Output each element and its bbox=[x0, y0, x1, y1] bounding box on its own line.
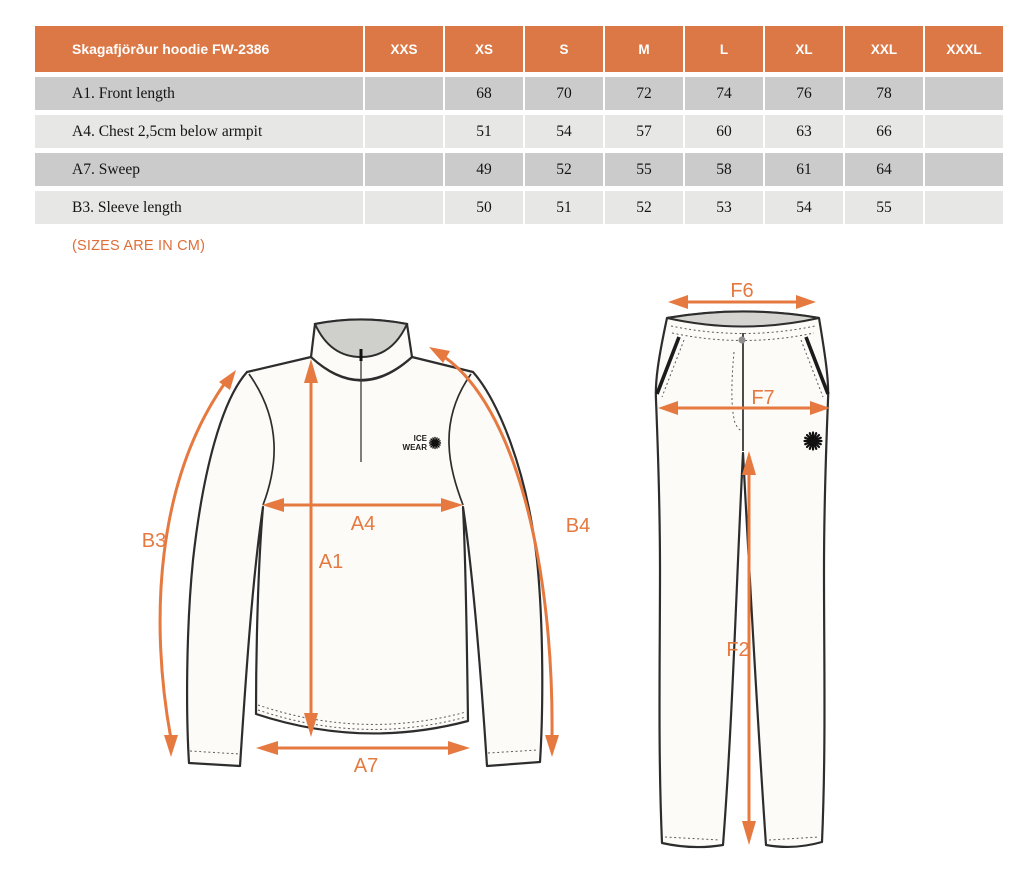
measurement-value: 51 bbox=[525, 191, 603, 224]
product-title: Skagafjörður hoodie FW-2386 bbox=[35, 26, 363, 72]
size-header-s: S bbox=[525, 26, 603, 72]
measurement-value: 74 bbox=[685, 77, 763, 110]
size-header-xs: XS bbox=[445, 26, 523, 72]
snowflake-icon-pants bbox=[805, 433, 822, 450]
label-f6: F6 bbox=[730, 280, 754, 302]
label-b3: B3 bbox=[141, 530, 167, 552]
measurement-value: 58 bbox=[685, 153, 763, 186]
size-header-xxs: XXS bbox=[365, 26, 443, 72]
measurement-value: 49 bbox=[445, 153, 523, 186]
measurement-value: 70 bbox=[525, 77, 603, 110]
measurement-value: 55 bbox=[845, 191, 923, 224]
measurement-name: A7. Sweep bbox=[35, 153, 363, 186]
label-f7: F7 bbox=[751, 387, 775, 409]
measurement-value: 78 bbox=[845, 77, 923, 110]
arrow-a7 bbox=[256, 741, 470, 755]
hoodie-diagram bbox=[142, 320, 590, 778]
size-header-xl: XL bbox=[765, 26, 843, 72]
pants-diagram bbox=[656, 280, 830, 847]
measurement-value: 51 bbox=[445, 115, 523, 148]
label-b4: B4 bbox=[565, 515, 591, 537]
icewear-logo-line1: ICE bbox=[413, 434, 427, 443]
measurement-value: 63 bbox=[765, 115, 843, 148]
size-header-xxl: XXL bbox=[845, 26, 923, 72]
measurement-value: 53 bbox=[685, 191, 763, 224]
measurement-value: 50 bbox=[445, 191, 523, 224]
measurement-value: 55 bbox=[605, 153, 683, 186]
measurement-name: B3. Sleeve length bbox=[35, 191, 363, 224]
measurement-value: 57 bbox=[605, 115, 683, 148]
icewear-logo-line2: WEAR bbox=[402, 443, 427, 452]
measurement-value: 72 bbox=[605, 77, 683, 110]
size-header-xxxl: XXXL bbox=[925, 26, 1003, 72]
measurement-value: 52 bbox=[525, 153, 603, 186]
label-a1: A1 bbox=[318, 551, 344, 573]
pants-button bbox=[739, 337, 746, 344]
snowflake-icon-hoodie bbox=[430, 438, 441, 449]
label-f2: F2 bbox=[726, 639, 750, 661]
measurement-value: 60 bbox=[685, 115, 763, 148]
size-header-l: L bbox=[685, 26, 763, 72]
measurement-value: 66 bbox=[845, 115, 923, 148]
measurement-value: 54 bbox=[765, 191, 843, 224]
label-a4: A4 bbox=[350, 513, 376, 535]
measurement-value: 61 bbox=[765, 153, 843, 186]
measurement-value: 52 bbox=[605, 191, 683, 224]
measurement-value: 54 bbox=[525, 115, 603, 148]
measurement-value: 64 bbox=[845, 153, 923, 186]
measurement-name: A1. Front length bbox=[35, 77, 363, 110]
measurement-value: 68 bbox=[445, 77, 523, 110]
measurement-name: A4. Chest 2,5cm below armpit bbox=[35, 115, 363, 148]
pants-body-outline bbox=[656, 312, 828, 848]
sizes-unit-note: (SIZES ARE IN CM) bbox=[72, 238, 206, 254]
size-header-m: M bbox=[605, 26, 683, 72]
hoodie-body-outline bbox=[187, 357, 542, 766]
measurement-value: 76 bbox=[765, 77, 843, 110]
label-a7: A7 bbox=[353, 755, 379, 777]
